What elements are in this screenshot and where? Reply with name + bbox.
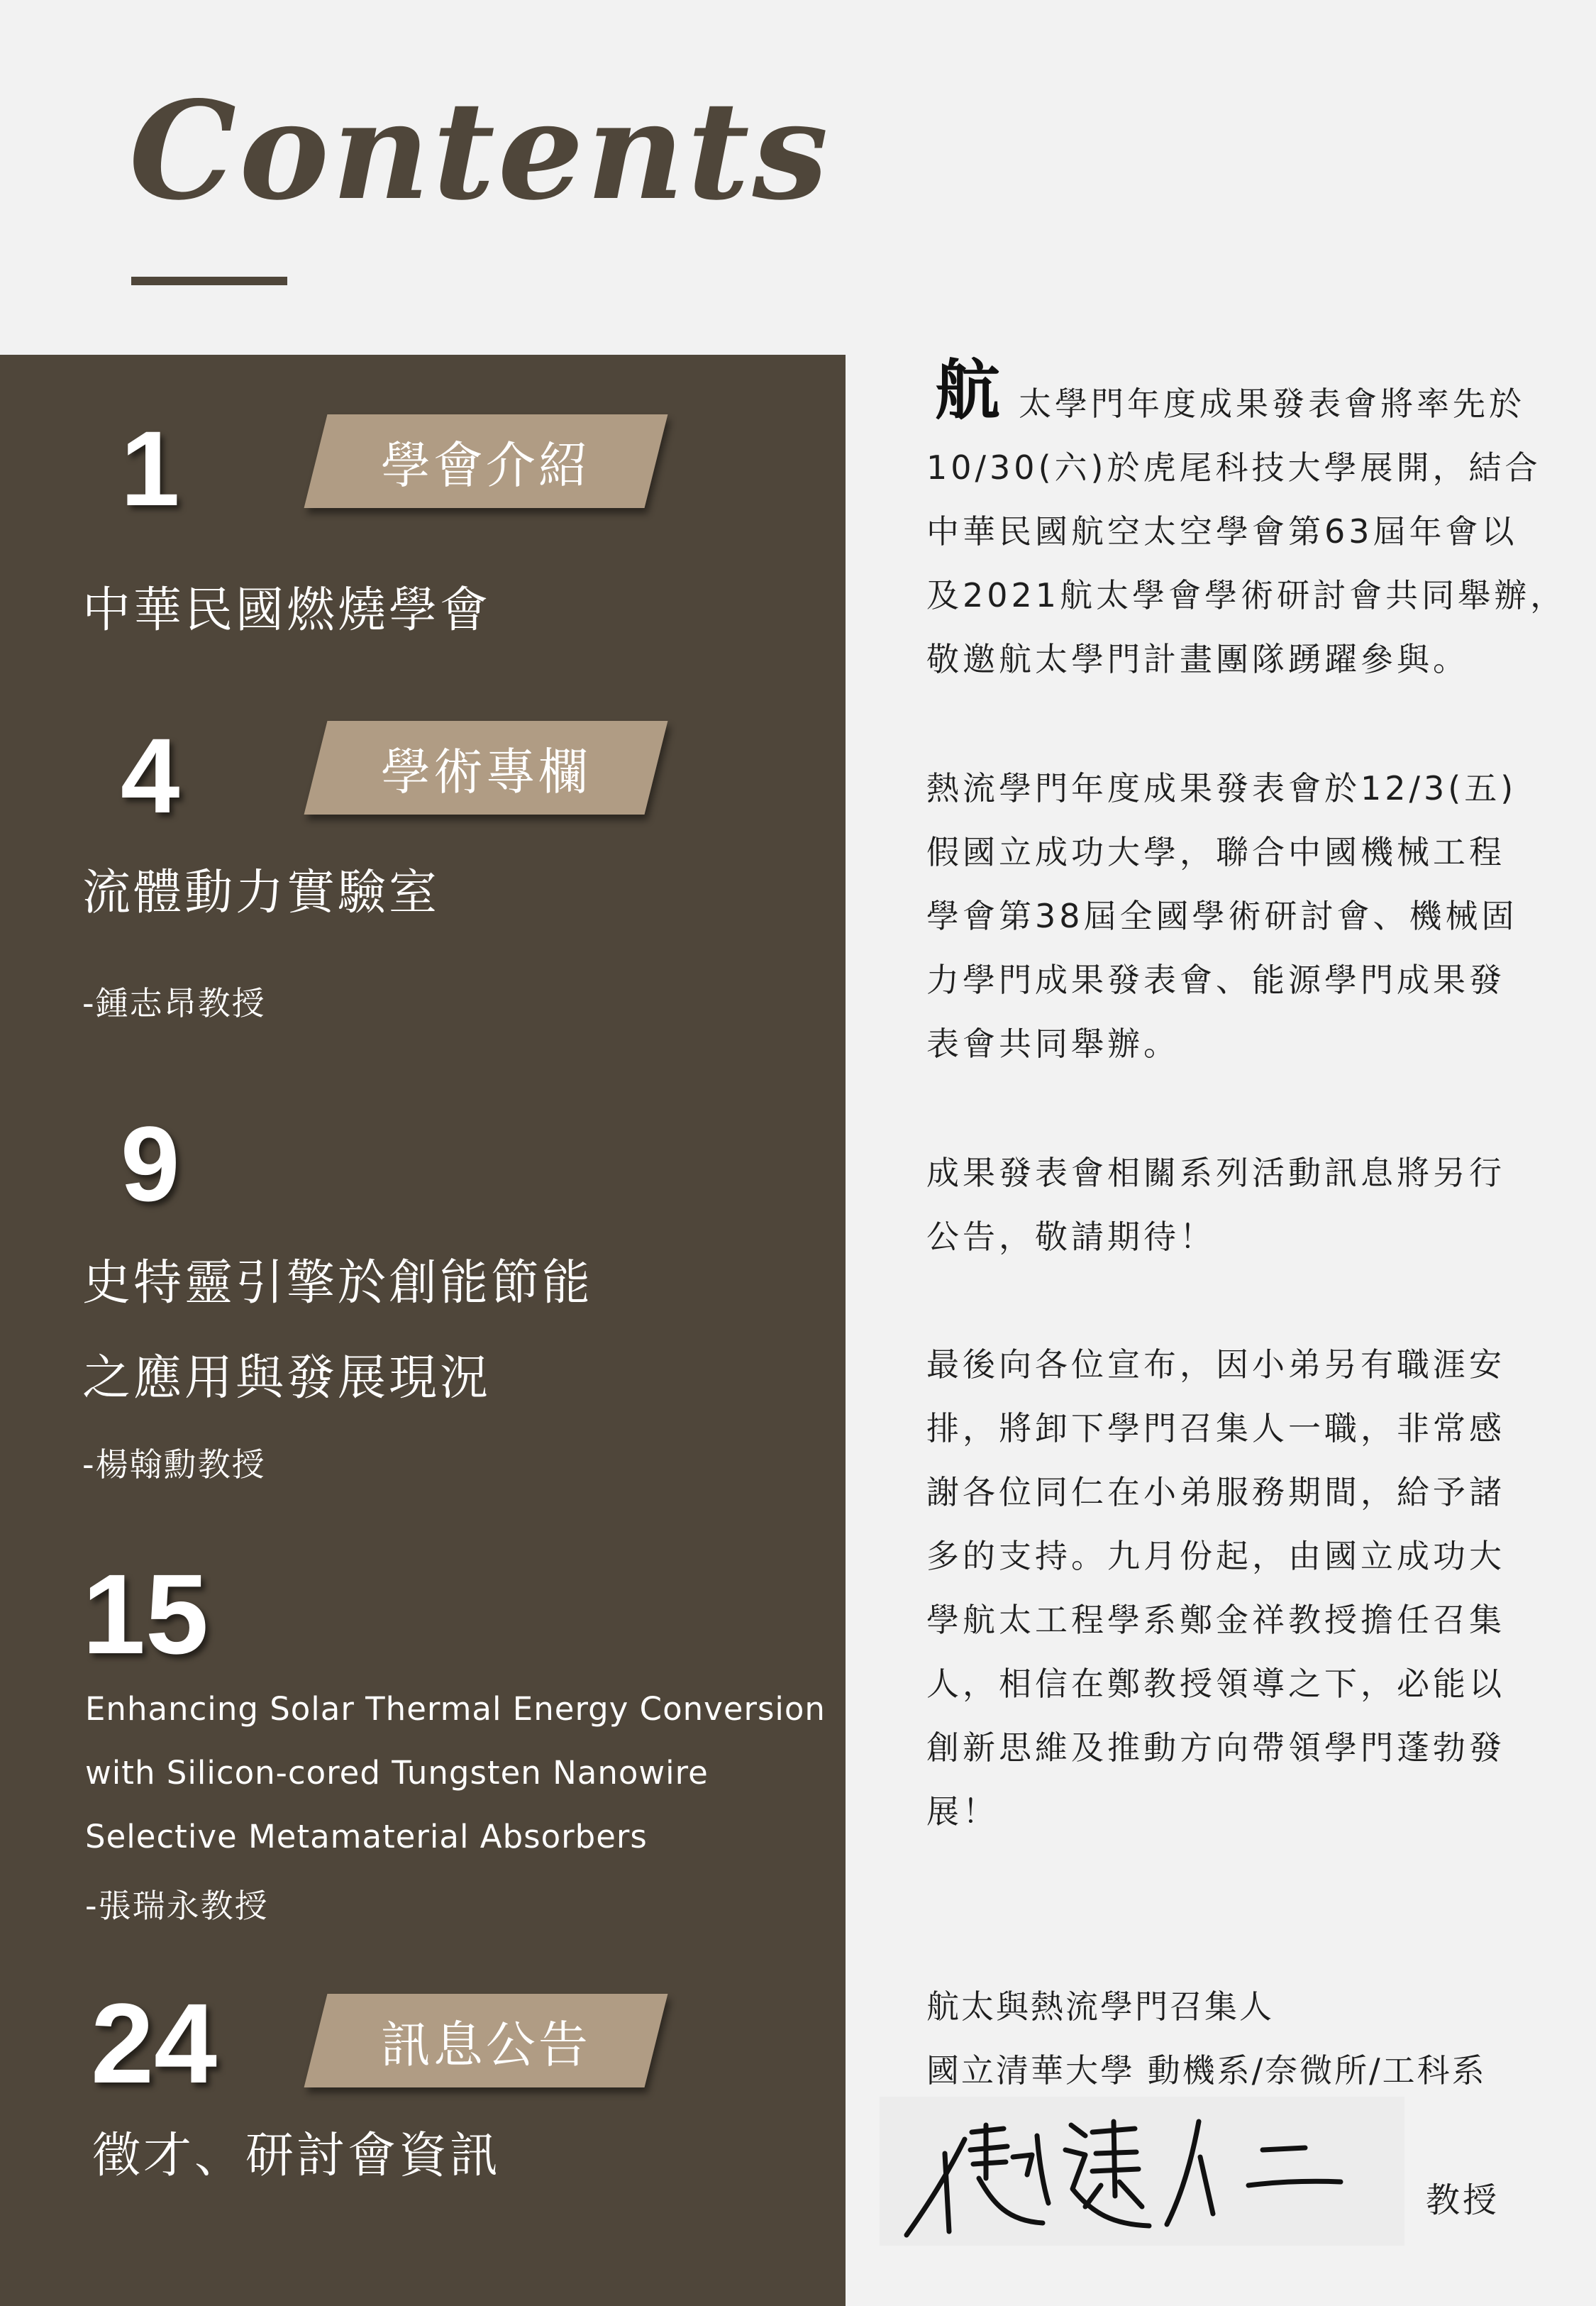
section-title[interactable]: 流體動力實驗室 [82,865,440,921]
letter-line: 成果發表會相關系列活動訊息將另行 [926,1154,1505,1192]
letter-paragraph [926,1141,1565,1269]
page-title: Contents [129,72,831,230]
letter-line: 人，相信在鄭教授領導之下，必能以 [926,1665,1505,1703]
section-page-number: 9 [121,1104,180,1223]
letter-line: 太學門年度成果發表會將率先於 [1019,385,1525,423]
section-author: -張瑞永教授 [85,1887,269,1925]
letter-line: 力學門成果發表會、能源學門成果發 [926,961,1505,999]
section-title-line[interactable]: with Silicon-cored Tungsten Nanowire [85,1754,709,1792]
section-title-line[interactable]: 之應用與發展現況 [82,1350,492,1406]
letter-line: 學會第38屆全國學術研討會、機械固 [926,897,1518,935]
section-tag [304,414,668,508]
section-tag [304,721,668,815]
section-tag [304,1994,668,2087]
letter-line: 最後向各位宣布，因小弟另有職涯安 [926,1345,1505,1384]
signoff-affiliation: 國立清華大學 動機系/奈微所/工科系 [926,2051,1487,2090]
letter-line: 敬邀航太學門計畫團隊踴躍參與。 [926,640,1469,678]
section-author: -楊翰勳教授 [82,1445,266,1484]
letter-line: 熱流學門年度成果發表會於12/3(五) [926,769,1517,807]
professor-title: 教授 [1426,2180,1500,2220]
letter-line: 中華民國航空太空學會第63屆年會以 [926,512,1518,551]
letter-line: 學航太工程學系鄭金祥教授擔任召集 [926,1601,1505,1639]
letter-line: 假國立成功大學，聯合中國機械工程 [926,833,1505,871]
signature-icon [880,2097,1404,2246]
section-author: -鍾志昂教授 [82,984,266,1022]
letter-paragraph [926,1333,1565,1843]
letter-line: 多的支持。九月份起，由國立成功大 [926,1537,1505,1575]
section-title[interactable]: 徵才、研討會資訊 [92,2128,501,2184]
letter-line: 創新思維及推動方向帶領學門蓬勃發 [926,1728,1505,1767]
signoff-role: 航太與熱流學門召集人 [926,1987,1274,2026]
section-page-number: 4 [121,716,180,835]
section-tag-label: 學術專欄 [381,742,591,801]
letter-line: 10/30(六)於虎尾科技大學展開，結合 [926,448,1541,487]
section-title-line[interactable]: 史特靈引擎於創能節能 [82,1255,594,1311]
letter-paragraph [926,756,1565,1076]
section-page-number: 24 [91,1980,217,2107]
section-tag-label: 學會介紹 [381,436,591,495]
section-page-number: 15 [82,1550,209,1677]
section-title-line[interactable]: Enhancing Solar Thermal Energy Conversion [85,1690,826,1728]
letter-line: 展！ [926,1792,999,1831]
letter-line: 公告，敬請期待！ [926,1218,1216,1256]
letter-line: 及2021航太學會學術研討會共同舉辦， [926,576,1567,614]
drop-cap: 航 [935,353,1001,429]
letter-line: 排，將卸下學門召集人一職，非常感 [926,1409,1505,1447]
section-tag-label: 訊息公告 [381,2015,591,2074]
letter-line: 謝各位同仁在小弟服務期間，給予諸 [926,1473,1505,1511]
section-title[interactable]: 中華民國燃燒學會 [82,583,492,639]
letter-paragraph [926,372,1565,691]
title-underline [131,277,287,285]
section-title-line[interactable]: Selective Metamaterial Absorbers [85,1818,648,1855]
signature-image [880,2097,1404,2246]
section-page-number: 1 [121,409,180,528]
letter-line: 表會共同舉辦。 [926,1025,1180,1063]
